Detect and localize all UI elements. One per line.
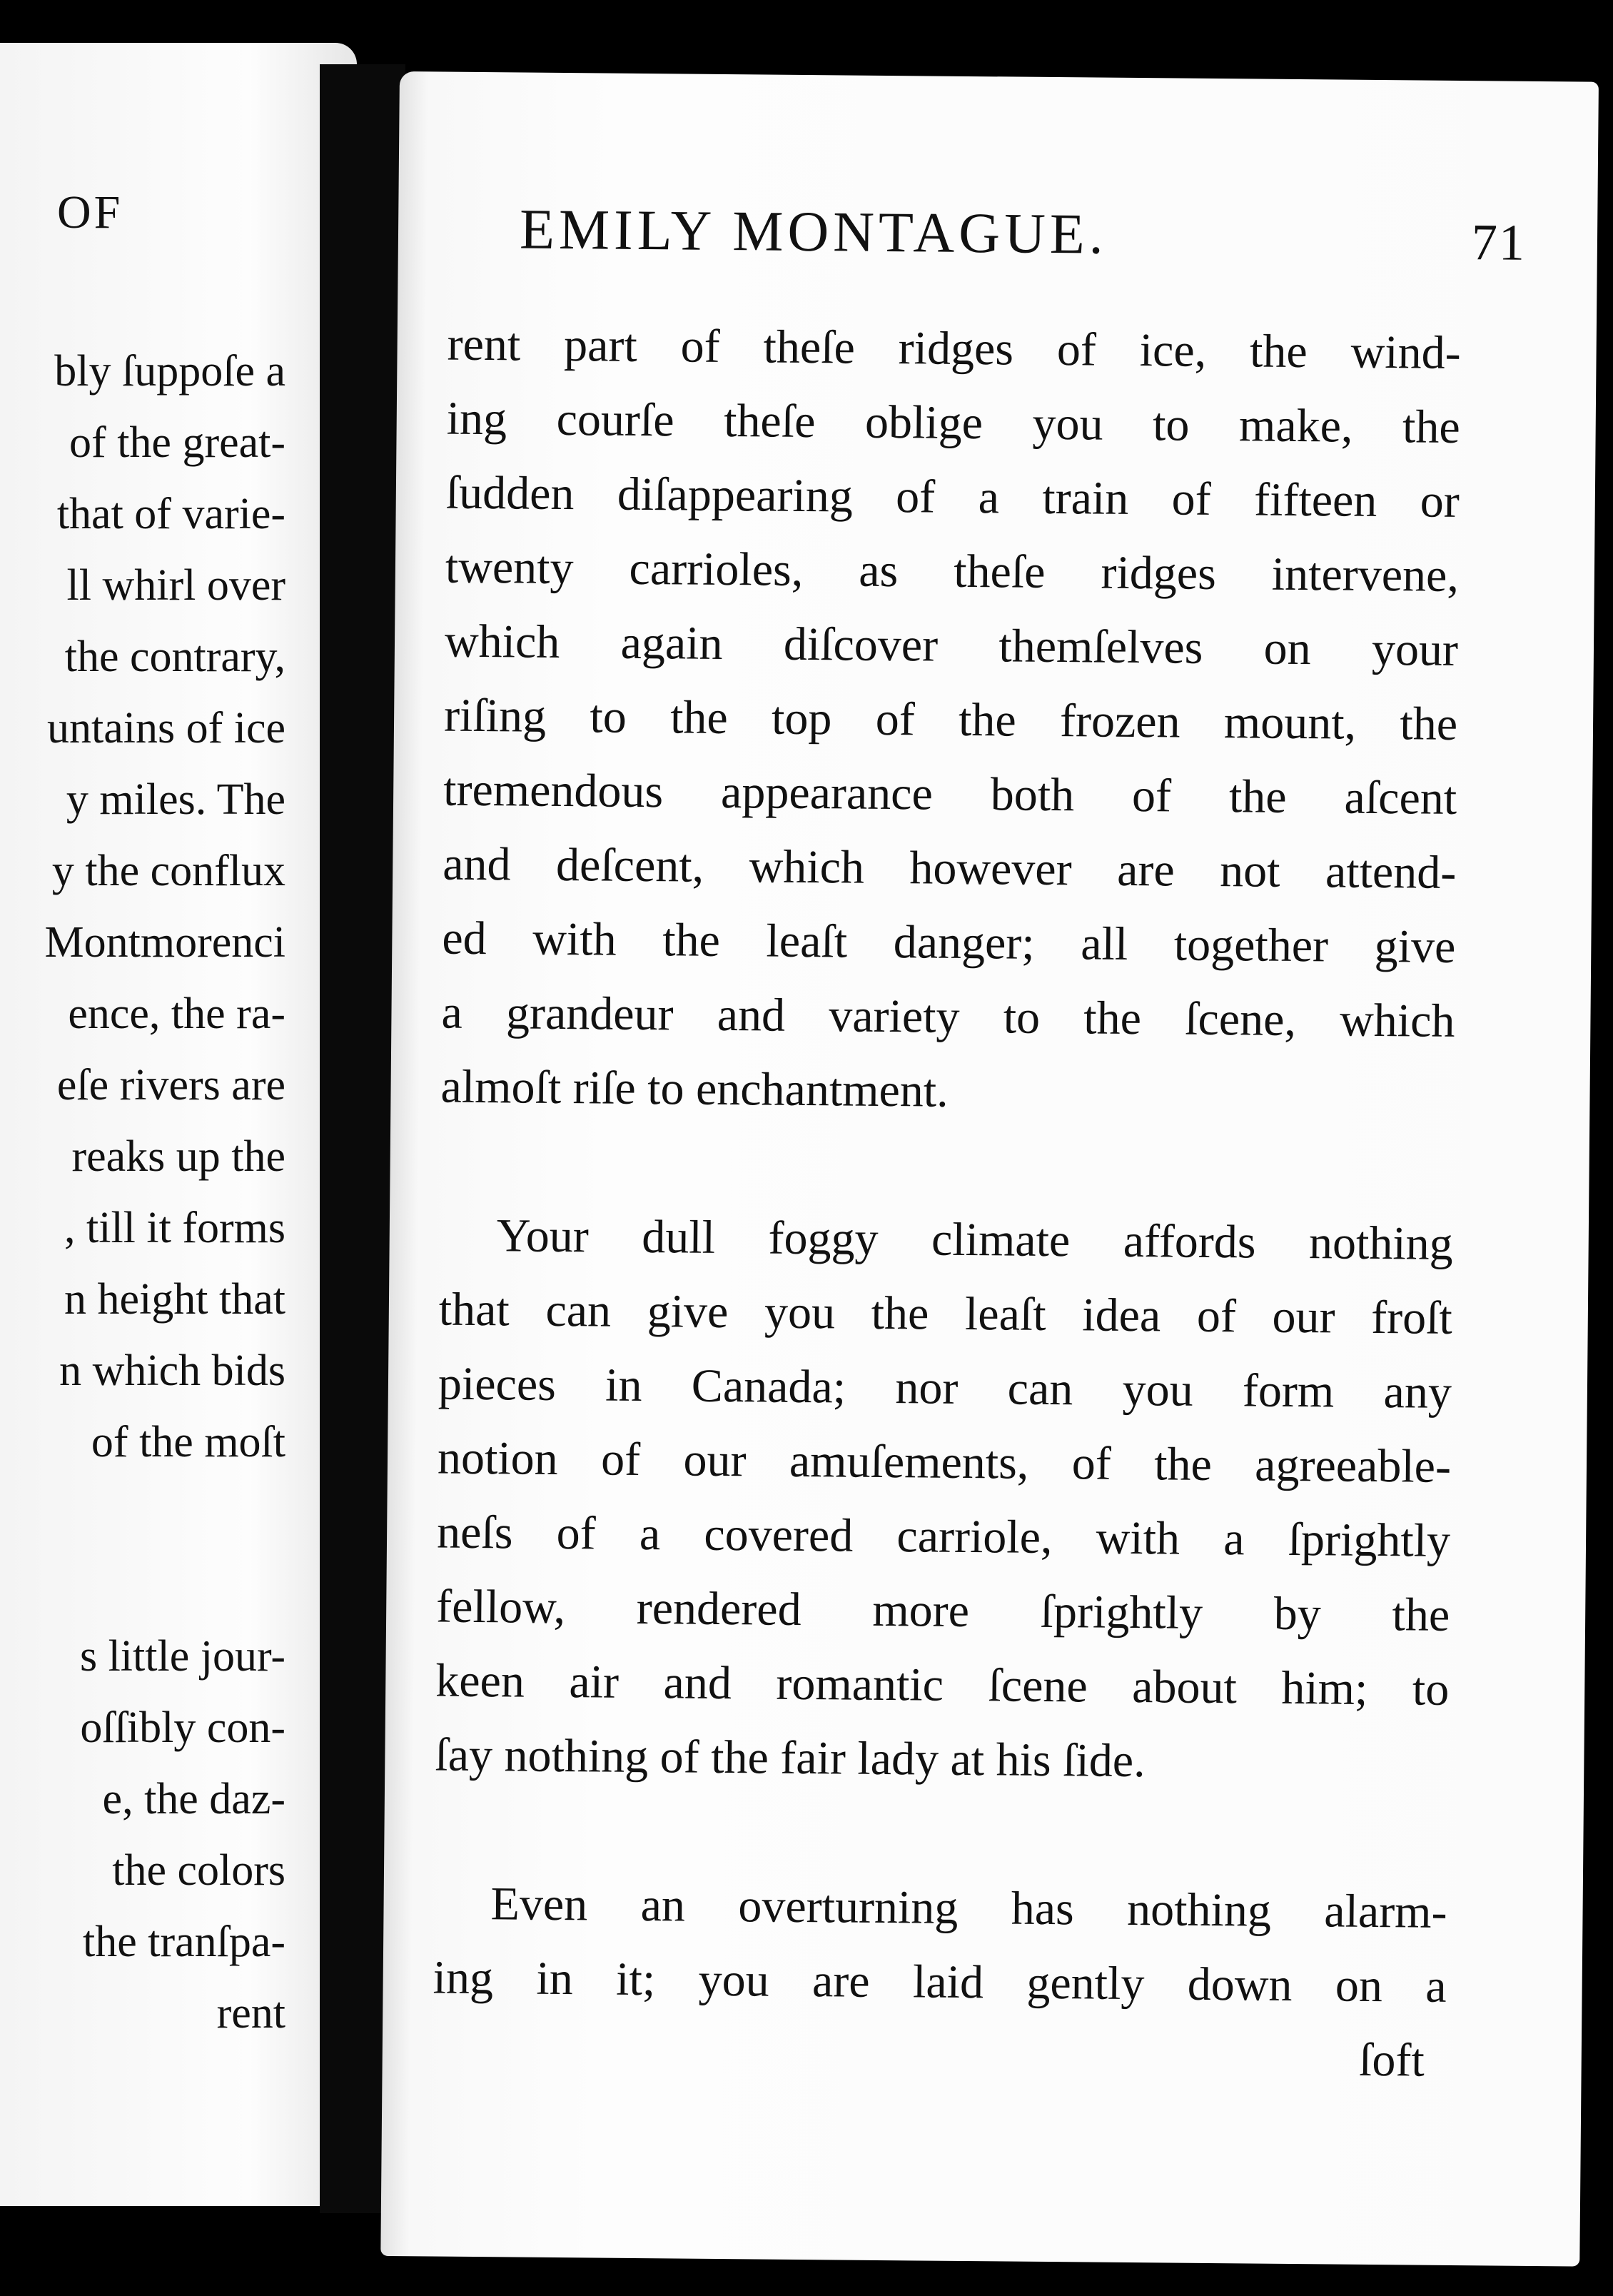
text-line: ſudden diſappearing of a train of fifteen or — [445, 466, 1460, 528]
text-line: of the moſt — [91, 1418, 285, 1466]
text-line: pieces in Canada; nor can you form any — [438, 1357, 1452, 1419]
text-line: which again diſcover themſelves on your — [444, 615, 1459, 676]
text-line: y miles. The — [66, 775, 285, 824]
running-title: EMILY MONTAGUE. — [519, 198, 1108, 266]
paragraph-gap — [434, 1793, 1448, 1875]
text-line: ſay nothing of the fair lady at his ſide. — [435, 1728, 1146, 1788]
text-line: notion of our amuſements, of the agreeable- — [437, 1431, 1452, 1493]
text-line: the colors — [112, 1846, 285, 1895]
right-page — [380, 71, 1599, 2267]
text-line: of the great- — [69, 418, 285, 467]
text-line: ing courſe theſe oblige you to make, the — [446, 392, 1461, 453]
text-line: oſſibly con- — [80, 1703, 285, 1752]
paragraph-gap — [440, 1124, 1454, 1207]
text-line: almoſt riſe to enchantment. — [440, 1060, 949, 1117]
text-line: that can give you the leaſt idea of our froſt — [438, 1283, 1453, 1344]
text-line: keen air and romantic ſcene about him; to — [435, 1654, 1450, 1716]
right-running-header — [519, 197, 1547, 271]
text-line: Even an overturning has nothing alarm- — [490, 1878, 1447, 1938]
text-line: bly ſuppoſe a — [54, 347, 285, 396]
text-line: ed with the leaſt danger; all together give — [442, 912, 1456, 973]
text-line: twenty carrioles, as theſe ridges intervene, — [445, 540, 1460, 602]
text-line: e, the daz- — [102, 1775, 285, 1823]
text-line: fellow, rendered more ſprightly by the — [435, 1580, 1450, 1641]
text-line: neſs of a covered carriole, with a ſprightly — [436, 1506, 1451, 1567]
text-line: y the conflux — [51, 847, 285, 895]
text-line: ll whirl over — [66, 561, 285, 610]
text-line — [45, 1549, 286, 1621]
text-line: , till it forms — [64, 1204, 285, 1252]
text-line: eſe rivers are — [56, 1061, 285, 1109]
left-catchword: rent — [216, 1989, 285, 2038]
left-running-header: OF — [57, 186, 123, 238]
text-line: Montmorenci — [44, 918, 285, 967]
text-line: a grandeur and variety to the ſcene, which — [441, 986, 1455, 1047]
text-line: rent part of theſe ridges of ice, the wind- — [447, 318, 1461, 379]
text-line: and deſcent, which however are not attend- — [442, 837, 1457, 899]
page-number: 71 — [1471, 213, 1527, 271]
text-line: that of varie- — [56, 490, 285, 538]
text-line: reaks up the — [71, 1132, 285, 1181]
text-line: n height that — [64, 1275, 285, 1324]
text-line: the tranſpa- — [82, 1918, 285, 1966]
text-line: ence, the ra- — [68, 990, 285, 1038]
left-page-text — [45, 336, 286, 2049]
text-line — [45, 1478, 286, 1549]
text-line: untains of ice — [46, 704, 285, 752]
text-line: ing in it; you are laid gently down on a — [433, 1951, 1447, 2013]
text-line: the contrary, — [64, 633, 285, 681]
text-line: n which bids — [59, 1346, 285, 1395]
right-catchword: ſoft — [1358, 2033, 1425, 2087]
text-line: riſing to the top of the frozen mount, the — [443, 689, 1458, 750]
text-line: tremendous appearance both of the aſcent — [443, 763, 1457, 825]
text-line: s little jour- — [79, 1632, 285, 1681]
text-line: Your dull foggy climate affords nothing — [496, 1209, 1454, 1270]
left-page — [0, 43, 357, 2206]
right-page-text — [432, 308, 1461, 2098]
